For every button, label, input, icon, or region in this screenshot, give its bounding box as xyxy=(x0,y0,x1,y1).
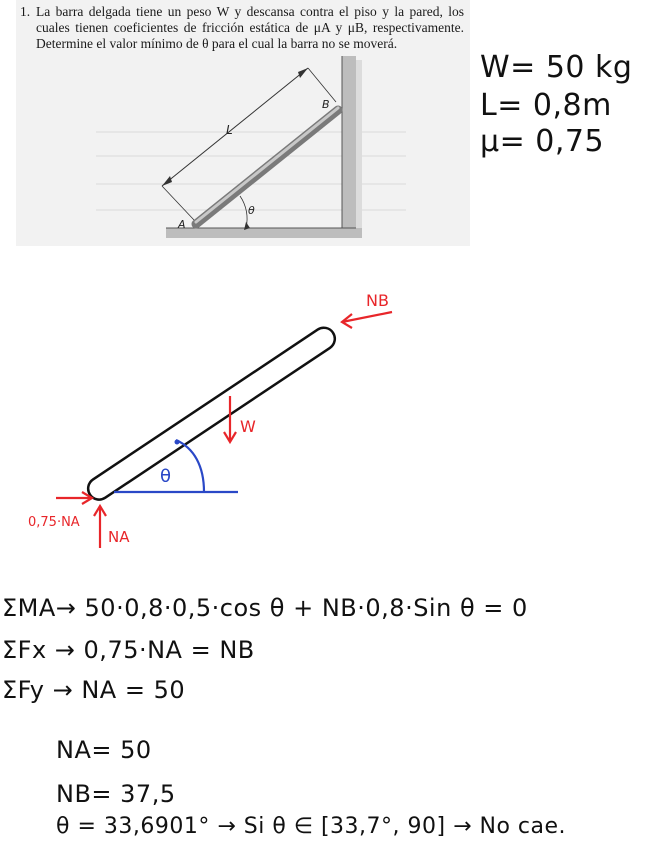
nb-label: NB xyxy=(366,291,389,310)
equation-sum-fx: ΣFx → 0,75·NA = NB xyxy=(2,636,255,664)
equation-moment: ΣMA→ 50·0,8·0,5·cos θ + NB·0,8·Sin θ = 0 xyxy=(2,594,528,622)
friction-label: 0,75·NA xyxy=(28,515,80,530)
na-label: NA xyxy=(108,528,130,546)
wall xyxy=(342,56,356,228)
given-length: L= 0,8m xyxy=(480,88,612,123)
textbook-figure xyxy=(16,0,470,246)
given-weight: W= 50 kg xyxy=(480,50,633,85)
label-theta: θ xyxy=(248,204,255,217)
rod xyxy=(196,110,338,224)
equation-sum-fy: ΣFy → NA = 50 xyxy=(2,676,186,704)
result-theta: θ = 33,6901° → Si θ ∈ [33,7°, 90] → No cae. xyxy=(56,814,567,839)
fbd-rod xyxy=(84,323,339,503)
problem-number: 1. xyxy=(20,4,31,19)
dimension-line xyxy=(162,68,308,186)
problem-figure-panel xyxy=(16,0,470,246)
floor xyxy=(166,228,362,238)
w-label: W xyxy=(240,417,256,436)
wall-shadow xyxy=(356,60,362,228)
fbd-theta-label: θ xyxy=(160,466,172,487)
problem-text: La barra delgada tiene un peso W y descansa contra el piso y la pared, los cuales tienen coeficientes de fricción estática de μA y μB, respectivamente. Determine el valor mínimo de θ para el cual la barra no se moverá. xyxy=(36,4,464,51)
label-L: L xyxy=(226,123,233,137)
result-nb: NB= 37,5 xyxy=(56,780,176,808)
given-mu: μ= 0,75 xyxy=(480,124,605,159)
label-B: B xyxy=(322,98,330,111)
result-na: NA= 50 xyxy=(56,736,152,764)
free-body-diagram xyxy=(0,270,672,590)
label-A: A xyxy=(178,218,186,231)
